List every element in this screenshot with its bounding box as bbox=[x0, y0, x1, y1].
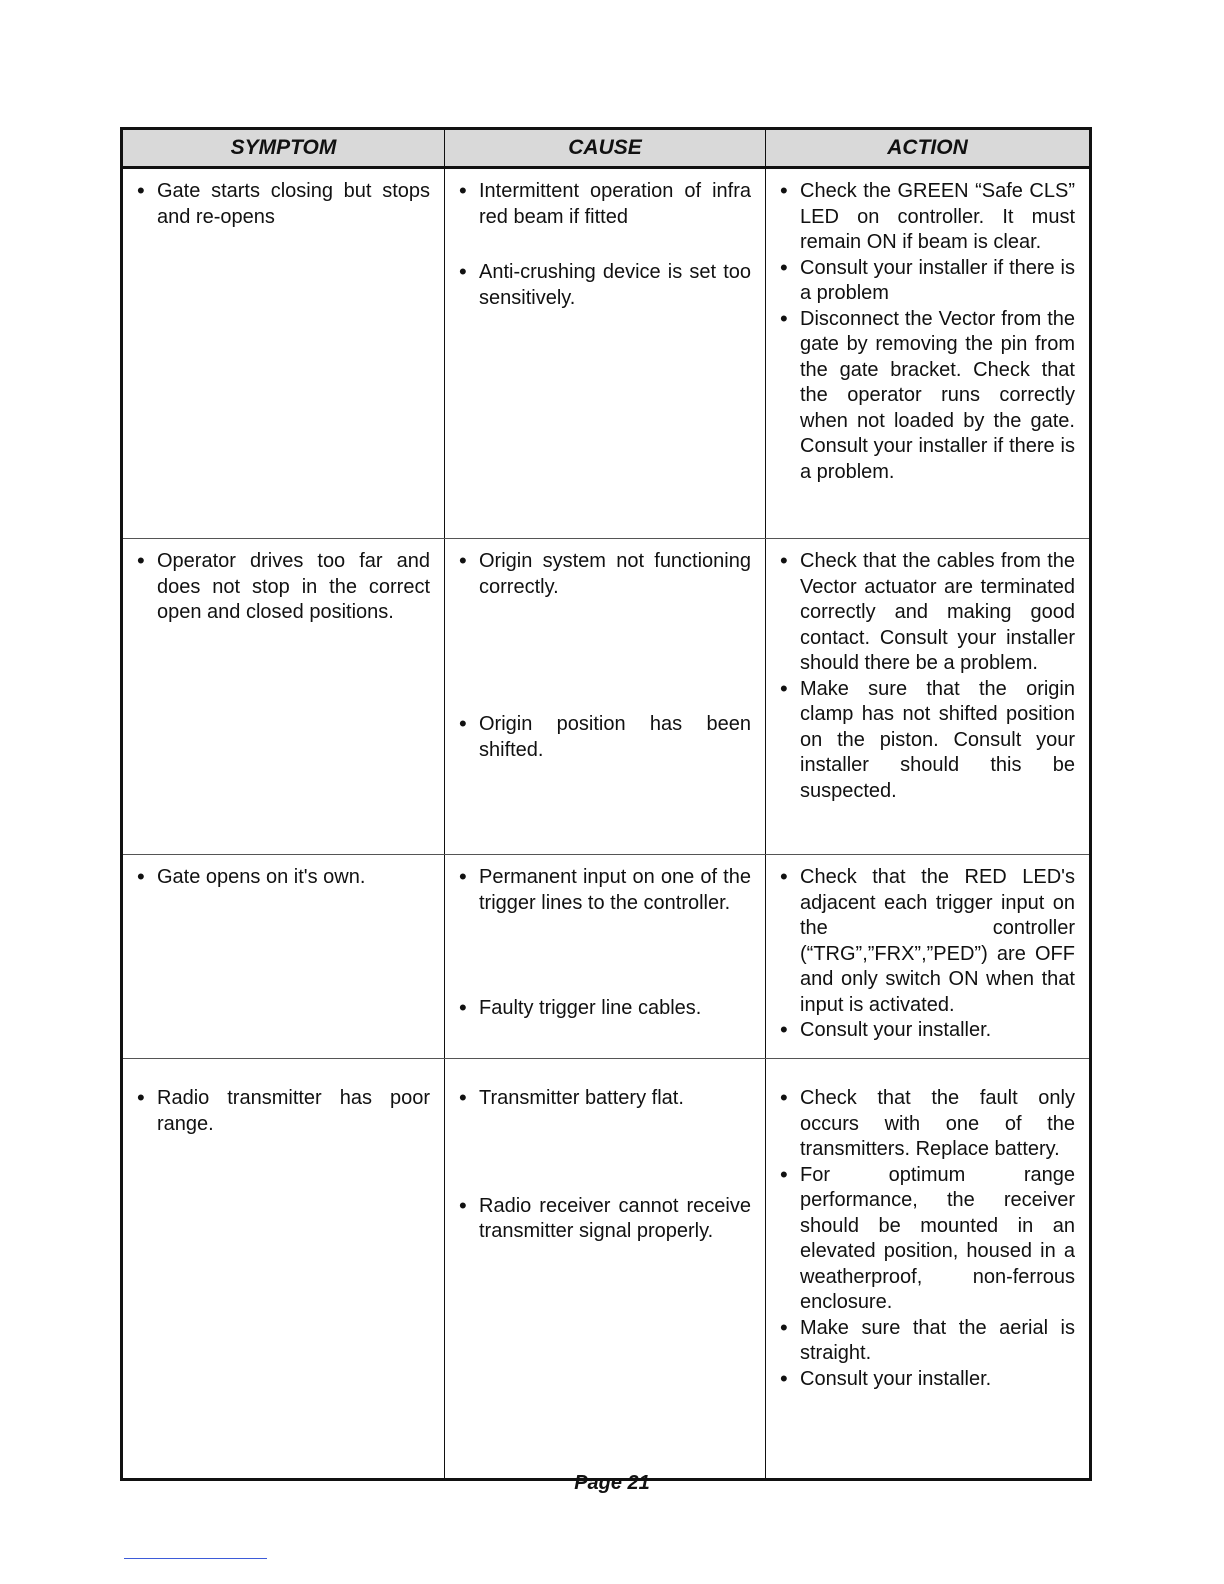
cause-item: • Anti-crushing device is set too sensitively. bbox=[459, 260, 751, 311]
symptom-item: • Radio transmitter has poor range. bbox=[137, 1086, 430, 1137]
cause-item: • Radio receiver cannot receive transmitter signal properly. bbox=[459, 1194, 751, 1245]
cause-item: • Faulty trigger line cables. bbox=[459, 996, 751, 1022]
action-cell bbox=[766, 168, 1091, 539]
action-item: • Check that the RED LED's adjacent each trigger input on the controller (“TRG”,”FRX”,”PED”) are OFF and only switch ON when that input is activated. bbox=[780, 865, 1075, 1018]
table-row bbox=[122, 539, 1091, 855]
table-header-row bbox=[122, 129, 1091, 168]
action-header: ACTION bbox=[766, 129, 1091, 168]
symptom-cell bbox=[122, 539, 445, 855]
cause-cell bbox=[445, 855, 766, 1059]
action-cell bbox=[766, 1059, 1091, 1480]
action-cell bbox=[766, 539, 1091, 855]
symptom-item: • Operator drives too far and does not stop in the correct open and closed positions. bbox=[137, 549, 430, 626]
cause-item: • Intermittent operation of infra red beam if fitted bbox=[459, 179, 751, 230]
symptom-cell bbox=[122, 168, 445, 539]
symptom-item: • Gate opens on it's own. bbox=[137, 865, 430, 891]
footer-divider bbox=[124, 1558, 267, 1559]
symptom-cell bbox=[122, 855, 445, 1059]
table-row bbox=[122, 855, 1091, 1059]
page-number: Page 21 bbox=[574, 1472, 650, 1494]
cause-cell bbox=[445, 1059, 766, 1480]
action-item: • Consult your installer. bbox=[780, 1367, 1075, 1393]
action-item: • Make sure that the origin clamp has not shifted position on the piston. Consult your installer should this be suspected. bbox=[780, 677, 1075, 805]
action-item: • Disconnect the Vector from the gate by removing the pin from the gate bracket. Check that the operator runs correctly when not loaded by the gate. Consult your installer if there is a problem. bbox=[780, 307, 1075, 486]
action-item: • Check the GREEN “Safe CLS” LED on controller. It must remain ON if beam is clear. bbox=[780, 179, 1075, 256]
action-item: • For optimum range performance, the receiver should be mounted in an elevated position, housed in a weatherproof, non-ferrous enclosure. bbox=[780, 1163, 1075, 1316]
cause-item: • Origin position has been shifted. bbox=[459, 712, 751, 763]
cause-item: • Permanent input on one of the trigger lines to the controller. bbox=[459, 865, 751, 916]
action-cell bbox=[766, 855, 1091, 1059]
table-row bbox=[122, 1059, 1091, 1480]
cause-cell bbox=[445, 539, 766, 855]
action-item: • Check that the cables from the Vector actuator are terminated correctly and making good contact. Consult your installer should there be a problem. bbox=[780, 549, 1075, 677]
action-item: • Consult your installer if there is a problem bbox=[780, 256, 1075, 307]
cause-item: • Origin system not functioning correctly. bbox=[459, 549, 751, 600]
action-item: • Check that the fault only occurs with one of the transmitters. Replace battery. bbox=[780, 1086, 1075, 1163]
action-item: • Consult your installer. bbox=[780, 1018, 1075, 1044]
symptom-header: SYMPTOM bbox=[122, 129, 445, 168]
symptom-cell bbox=[122, 1059, 445, 1480]
cause-item: • Transmitter battery flat. bbox=[459, 1086, 751, 1112]
table-row bbox=[122, 168, 1091, 539]
cause-header: CAUSE bbox=[445, 129, 766, 168]
cause-cell bbox=[445, 168, 766, 539]
action-item: • Make sure that the aerial is straight. bbox=[780, 1316, 1075, 1367]
symptom-item: • Gate starts closing but stops and re-opens bbox=[137, 179, 430, 230]
troubleshooting-table bbox=[120, 127, 1092, 1481]
